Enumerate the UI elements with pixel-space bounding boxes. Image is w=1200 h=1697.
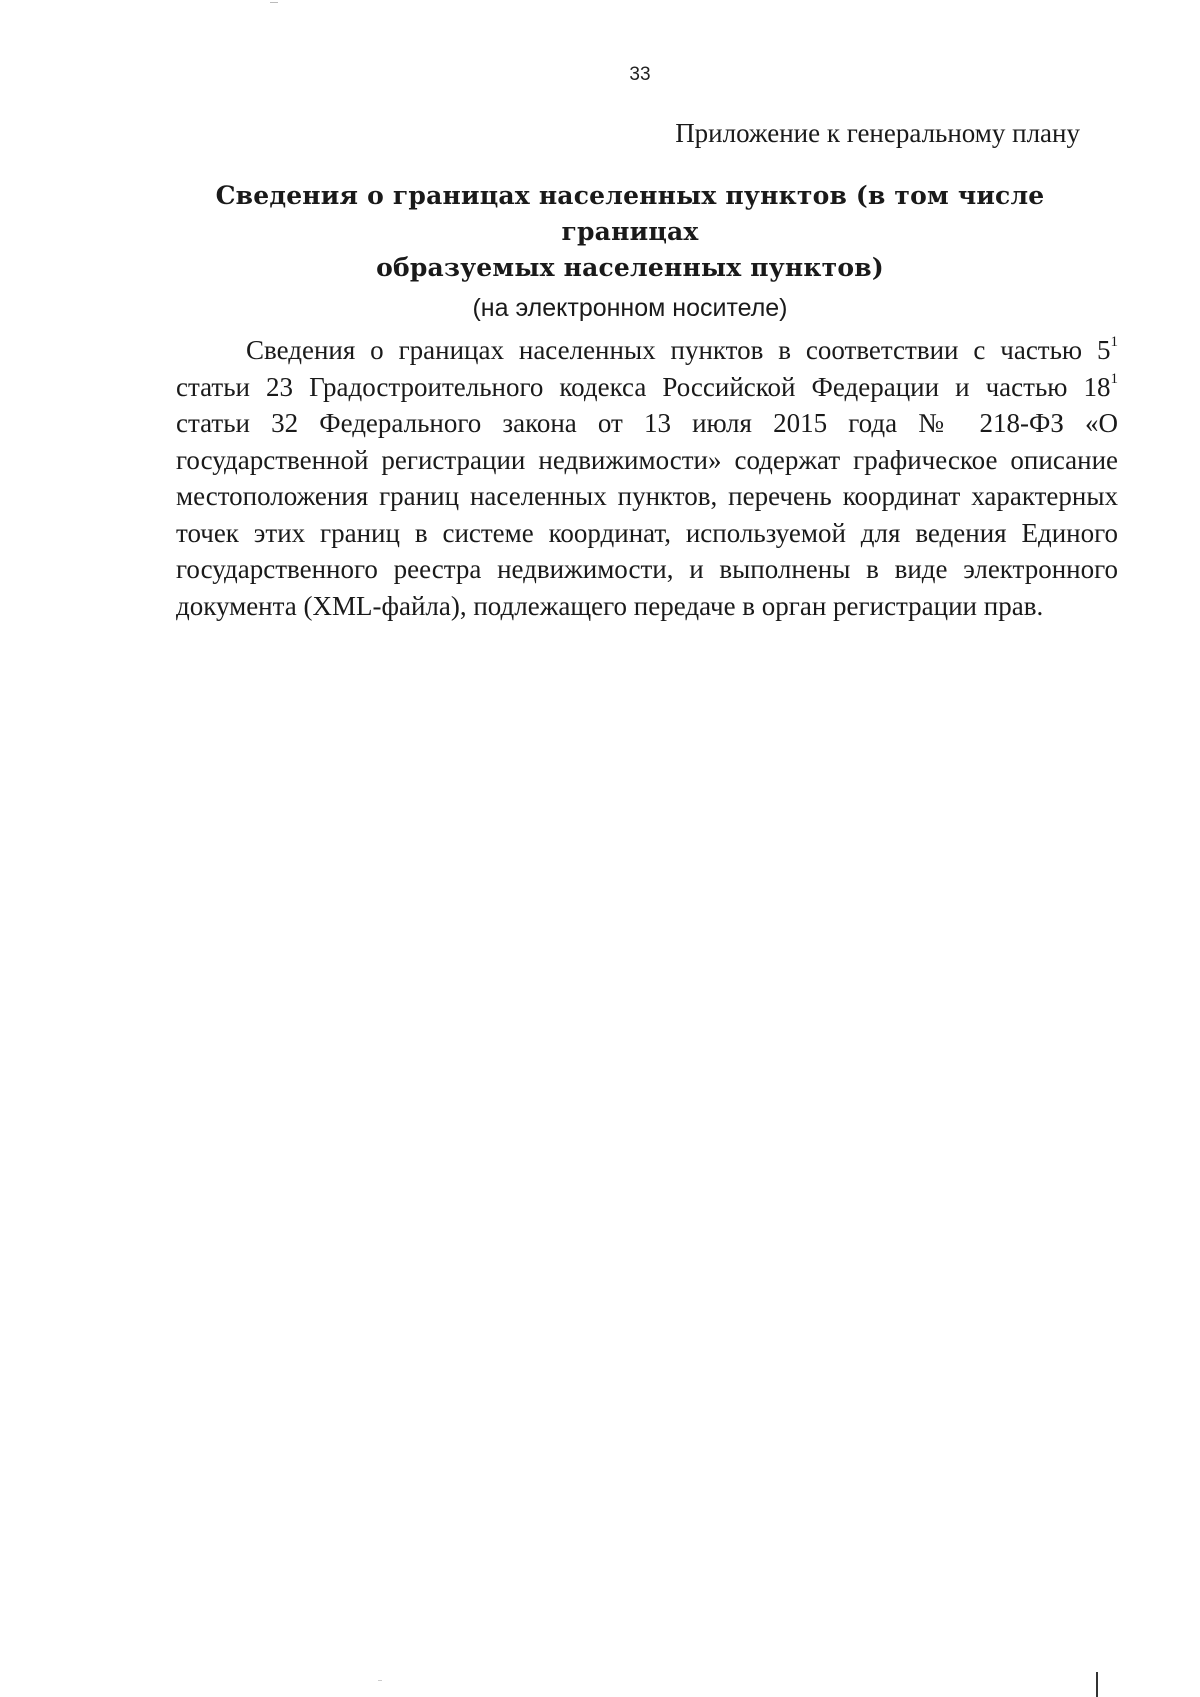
scan-artifact [270,2,278,3]
superscript-1: 1 [1110,334,1118,350]
document-title [170,178,1090,328]
title-subtitle: (на электронном носителе) [472,294,788,322]
body-text-part-1: Сведения о границах населенных пунктов в соответствии с частью 5 [246,335,1111,365]
body-paragraph [176,332,1118,624]
scan-artifact [378,1680,382,1681]
body-text-part-2: статьи 23 Градостроительного кодекса Российской Федерации и частью 18 [176,371,1111,402]
margin-mark [1096,1672,1098,1697]
title-line-1: Сведения о границах населенных пунктов (в том числе границах [215,181,1045,246]
annex-label: Приложение к генеральному плану [675,118,1080,148]
page-number: 33 [629,64,651,85]
body-text-part-3: статьи 32 Федерального закона от 13 июля 2015 года № 218-ФЗ «О государственной регистрации недвижимости» содержат графическое описание местоположения границ населенных пунктов, перечень координат характерных точек этих границ в системе координат, используемой для ведения Единого государственного реестра недвижимости, и выполнены в виде электронного документа (XML-файла), подлежащего передаче в орган регистрации прав. [176,408,1118,621]
title-line-2: образуемых населенных пунктов) [376,253,884,282]
superscript-2: 1 [1110,370,1118,387]
